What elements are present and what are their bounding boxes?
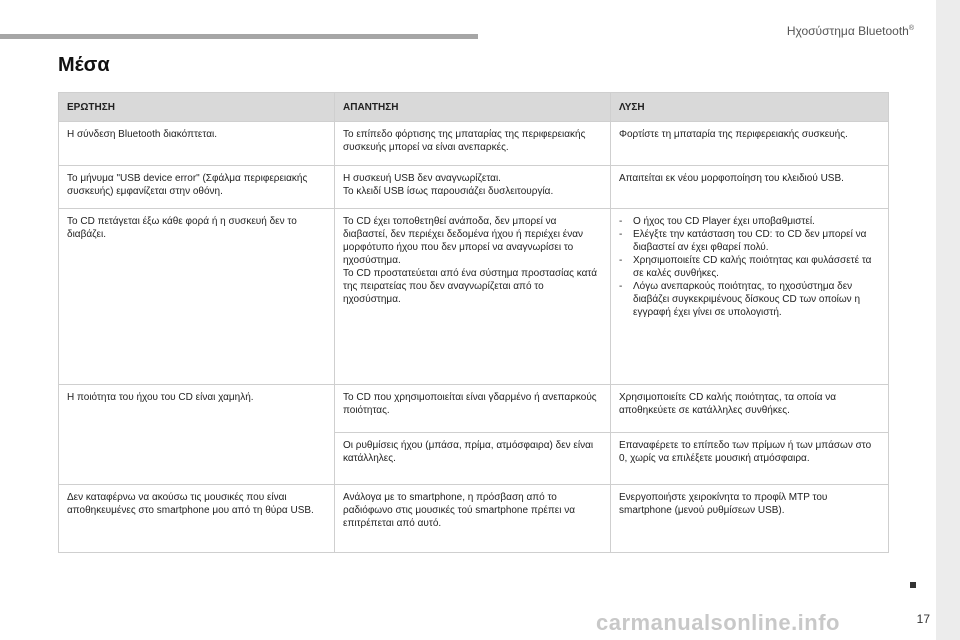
cell-solution: Επαναφέρετε το επίπεδο των πρίμων ή των μπάσων στο 0, χωρίς να επιλέξετε μουσική ατμόσφαιρα.: [611, 433, 889, 485]
solution-item: - Χρησιμοποιείτε CD καλής ποιότητας και φυλάσσετέ τα σε καλές συνθήκες.: [619, 254, 880, 280]
table-row: [59, 166, 889, 209]
header-rule: [0, 34, 478, 39]
page-number: 17: [916, 612, 930, 626]
table-row: [59, 485, 889, 553]
header-question: ΕΡΩΤΗΣΗ: [59, 93, 335, 122]
header-answer: ΑΠΑΝΤΗΣΗ: [335, 93, 611, 122]
cell-answer: Το CD έχει τοποθετηθεί ανάποδα, δεν μπορεί να διαβαστεί, δεν περιέχει δεδομένα ήχου ή περιέχει έναν μορφότυπο ήχου που δεν μπορεί να αναγνωρίσει το ηχοσύστημα. Το CD προστατεύεται από ένα σύστημα προστασίας κατά της πειρατείας που δεν αναγνωρίζεται από το ηχοσύστημα.: [335, 209, 611, 385]
cell-solution: Χρησιμοποιείτε CD καλής ποιότητας, τα οποία να αποθηκεύετε σε κατάλληλες συνθήκες.: [611, 385, 889, 433]
watermark: carmanualsonline.info: [596, 610, 840, 635]
solution-item: - Ελέγξτε την κατάσταση του CD: το CD δεν μπορεί να διαβαστεί αν έχει φθαρεί πολύ.: [619, 228, 880, 254]
cell-answer: Η συσκευή USB δεν αναγνωρίζεται. Το κλειδί USB ίσως παρουσιάζει δυσλειτουργία.: [335, 166, 611, 209]
side-strip: [936, 0, 960, 640]
cell-solution: Φορτίστε τη μπαταρία της περιφερειακής συσκευής.: [611, 122, 889, 166]
section-title: Ηχοσύστημα Bluetooth®: [786, 24, 914, 38]
cell-answer: Το CD που χρησιμοποιείται είναι γδαρμένο ή ανεπαρκούς ποιότητας.: [335, 385, 611, 433]
cell-answer: Ανάλογα με το smartphone, η πρόσβαση από το ραδιόφωνο στις μουσικές τού smartphone πρέπει να επιτρέπεται από αυτό.: [335, 485, 611, 553]
header-solution: ΛΥΣΗ: [611, 93, 889, 122]
page-marker: [910, 582, 916, 588]
cell-answer: Το επίπεδο φόρτισης της μπαταρίας της περιφερειακής συσκευής μπορεί να είναι ανεπαρκές.: [335, 122, 611, 166]
table-row: [59, 209, 889, 385]
cell-question: Η ποιότητα του ήχου του CD είναι χαμηλή.: [59, 385, 335, 485]
cell-question: Δεν καταφέρνω να ακούσω τις μουσικές που είναι αποθηκευμένες στο smartphone μου από τη θύρα USB.: [59, 485, 335, 553]
table-row: [59, 385, 889, 433]
cell-answer: Οι ρυθμίσεις ήχου (μπάσα, πρίμα, ατμόσφαιρα) δεν είναι κατάλληλες.: [335, 433, 611, 485]
cell-solution: Ενεργοποιήστε χειροκίνητα το προφίλ MTP του smartphone (μενού ρυθμίσεων USB).: [611, 485, 889, 553]
table-row: [59, 122, 889, 166]
cell-question: Το CD πετάγεται έξω κάθε φορά ή η συσκευή δεν το διαβάζει.: [59, 209, 335, 385]
cell-solution: Απαιτείται εκ νέου μορφοποίηση του κλειδιού USB.: [611, 166, 889, 209]
page-title: Μέσα: [58, 54, 110, 76]
faq-table: [58, 92, 889, 553]
solution-item: - Λόγω ανεπαρκούς ποιότητας, το ηχοσύστημα δεν διαβάζει συγκεκριμένους δίσκους CD των οποίων η εγγραφή έχει γίνει σε υπολογιστή.: [619, 280, 880, 319]
cell-question: Η σύνδεση Bluetooth διακόπτεται.: [59, 122, 335, 166]
solution-item: - Ο ήχος του CD Player έχει υποβαθμιστεί.: [619, 215, 880, 228]
solution-list: [619, 215, 880, 319]
cell-solution: [611, 209, 889, 385]
table-header-row: [59, 93, 889, 122]
cell-question: Το μήνυμα "USB device error" (Σφάλμα περιφερειακής συσκευής) εμφανίζεται στην οθόνη.: [59, 166, 335, 209]
